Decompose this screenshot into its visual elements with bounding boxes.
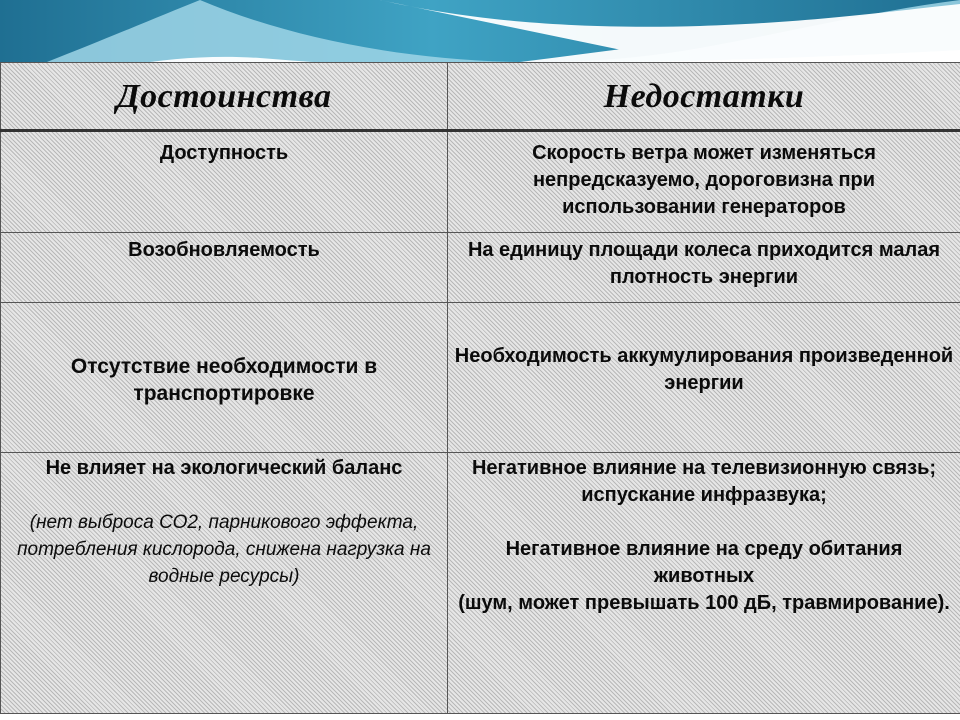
table-row [1, 303, 960, 453]
advantage-text: Не влияет на экологический баланс [45, 457, 403, 479]
header-disadvantages: Недостатки [448, 63, 960, 131]
disadvantage-cell: На единицу площади колеса приходится малая плотность энергии [448, 233, 960, 303]
disadvantage-cell: Скорость ветра может изменяться непредсказуемо, дороговизна при использовании генераторов [448, 131, 960, 233]
disadvantage-line: Негативное влияние на среду обитания животных [505, 538, 903, 587]
table-row [1, 131, 960, 233]
disadvantage-line: Негативное влияние на телевизионную связь; [471, 457, 937, 479]
advantage-cell: Доступность [1, 131, 448, 233]
table-row [1, 233, 960, 303]
spacer [454, 509, 954, 536]
disadvantage-line: (шум, может превышать 100 дБ, травмирование). [458, 592, 950, 614]
pros-cons-table [0, 62, 960, 714]
advantage-cell [1, 453, 448, 714]
advantage-note: (нет выброса СО2, парникового эффекта, потребления кислорода, снижена нагрузка на водные ресурсы) [17, 512, 431, 587]
header-advantages: Достоинства [1, 63, 448, 131]
advantage-cell: Отсутствие необходимости в транспортировке [1, 303, 448, 453]
advantage-cell: Возобновляемость [1, 233, 448, 303]
disadvantage-cell [448, 453, 960, 714]
disadvantage-line: испускание инфразвука; [581, 484, 827, 506]
disadvantage-cell: Необходимость аккумулирования произведенной энергии [448, 303, 960, 453]
table-row [1, 453, 960, 714]
header-row [1, 63, 960, 131]
